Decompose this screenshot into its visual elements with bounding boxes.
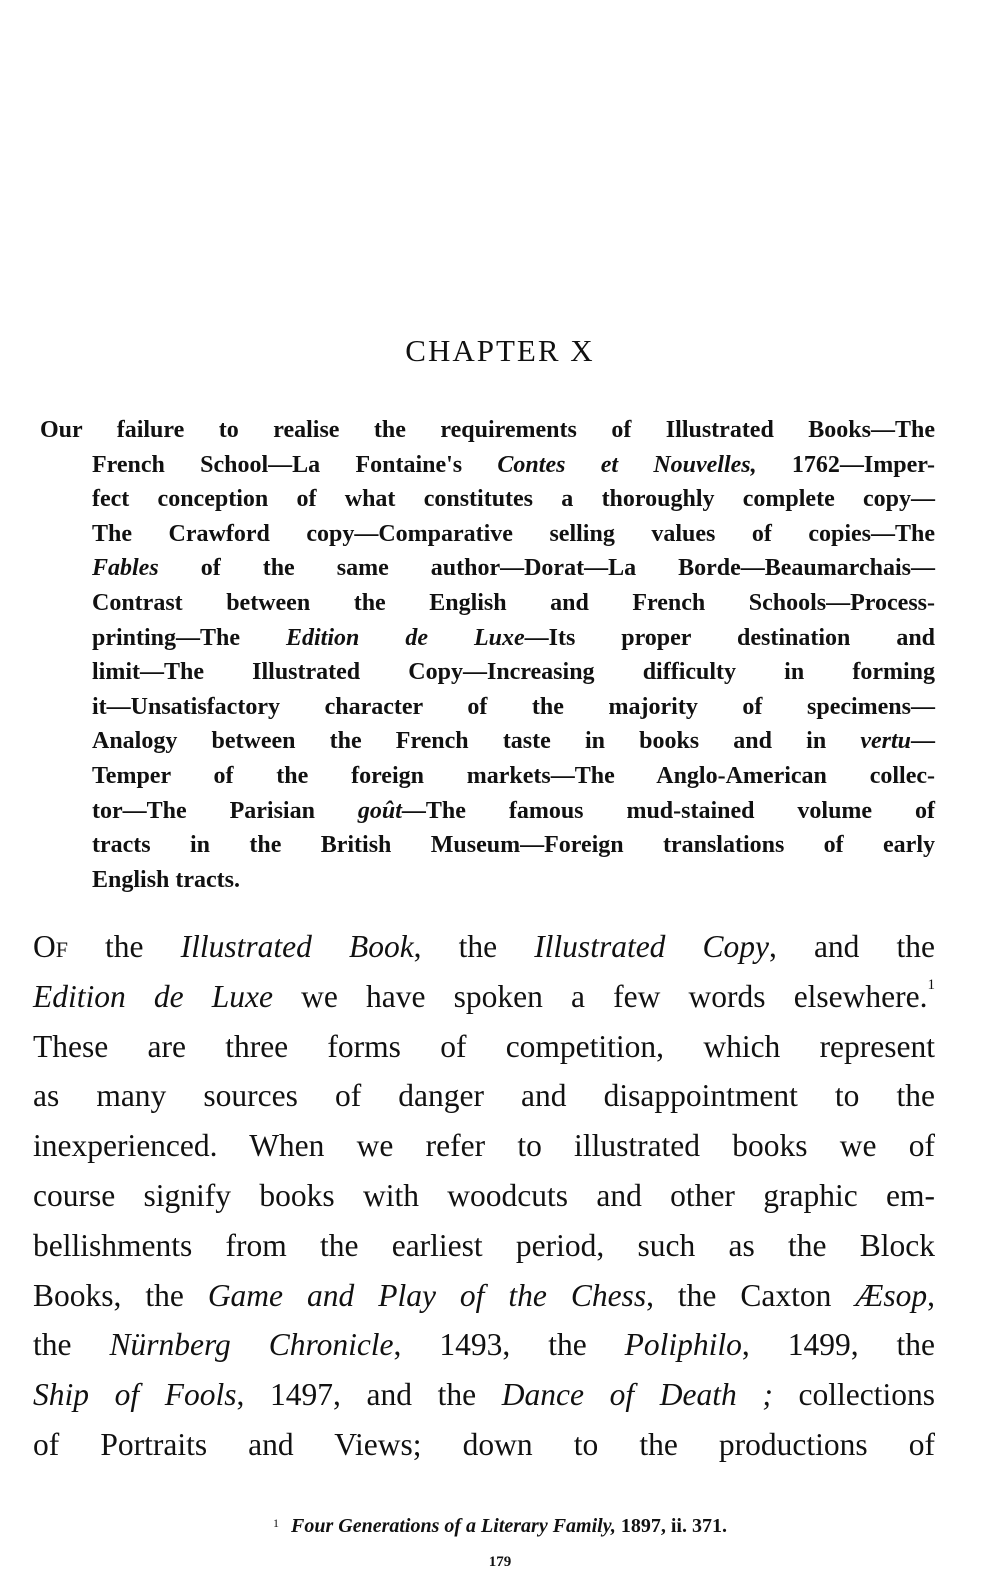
footnote-reference-marker: 1 <box>927 976 935 993</box>
text-segment: French School—La Fontaine's <box>92 451 498 478</box>
footnote-title: Four Generations of a Literary Family, <box>291 1515 616 1537</box>
text-segment: , 1497, and the <box>236 1377 502 1413</box>
summary-line <box>40 863 935 898</box>
summary-line <box>40 621 935 656</box>
italic-title: Fables <box>92 555 159 582</box>
italic-title: vertu <box>860 728 911 755</box>
text-segment: tracts in the British Museum—Foreign translations of early <box>92 832 935 859</box>
text-segment: The Crawford copy—Comparative selling values of copies—The <box>92 520 935 547</box>
text-segment: English tracts. <box>92 866 241 893</box>
italic-title: goût <box>357 797 402 824</box>
body-line <box>33 1221 935 1271</box>
text-segment: , and the <box>769 929 935 964</box>
italic-title: Edition de Luxe <box>286 624 525 651</box>
chapter-summary <box>40 413 935 897</box>
body-line <box>33 1420 935 1470</box>
text-segment: Books, the <box>33 1277 208 1313</box>
text-segment: Of <box>33 929 68 964</box>
body-line <box>33 1271 935 1321</box>
text-segment: —The famous mud-stained volume of <box>401 797 935 824</box>
summary-line <box>40 759 935 794</box>
italic-title: Nürnberg Chronicle <box>109 1327 394 1363</box>
text-segment: of the same author—Dorat—La Borde—Beaumarchais— <box>158 555 935 582</box>
text-segment: Analogy between the French taste in books and in <box>92 728 861 755</box>
page-number: 179 <box>488 1554 512 1570</box>
text-segment: Contrast between the English and French Schools—Process- <box>92 589 935 616</box>
text-segment: fect conception of what constitutes a thoroughly complete copy— <box>92 486 935 513</box>
italic-title: Illustrated Copy <box>534 929 769 964</box>
chapter-heading: CHAPTER X <box>405 333 595 368</box>
text-segment: course signify books with woodcuts and other graphic em- <box>33 1177 935 1213</box>
text-segment: , the <box>413 929 535 964</box>
italic-title: Æsop <box>855 1277 928 1313</box>
summary-line <box>40 413 935 448</box>
footnote-marker: 1 <box>273 1516 280 1530</box>
italic-title: Illustrated Book <box>180 929 414 964</box>
summary-line <box>40 724 935 759</box>
body-line <box>33 922 935 972</box>
summary-line <box>40 517 935 552</box>
body-line <box>33 1022 935 1072</box>
text-segment: , 1499, the <box>741 1327 936 1363</box>
summary-line <box>40 448 935 483</box>
summary-line <box>40 828 935 863</box>
text-segment: tor—The Parisian <box>92 797 358 824</box>
text-segment: bellishments from the earliest period, such as the Block <box>33 1227 935 1263</box>
body-line <box>33 1121 935 1171</box>
summary-line <box>40 482 935 517</box>
text-segment: as many sources of danger and disappointment to the <box>33 1078 935 1114</box>
italic-title: Ship of Fools <box>33 1377 237 1413</box>
text-segment: , 1493, the <box>393 1327 625 1363</box>
italic-title: Game and Play of the Chess <box>207 1277 647 1313</box>
text-segment: it—Unsatisfactory character of the majority of specimens— <box>92 693 935 720</box>
italic-title: Dance of Death ; <box>501 1377 773 1413</box>
text-segment: inexperienced. When we refer to illustrated books we of <box>33 1128 935 1164</box>
text-segment: Our failure to realise the requirements of Illustrated Books—The <box>40 417 935 443</box>
summary-line <box>40 586 935 621</box>
italic-title: Edition de Luxe <box>33 978 274 1014</box>
text-segment: , the Caxton <box>646 1277 856 1313</box>
italic-title: Contes et Nouvelles, <box>497 451 757 478</box>
text-segment: printing—The <box>92 624 286 651</box>
body-line <box>33 1370 935 1420</box>
italic-title: Poliphilo <box>624 1327 742 1363</box>
text-segment: we have spoken a few words elsewhere. <box>273 978 928 1014</box>
summary-line <box>40 690 935 725</box>
text-segment: 1762—Imper- <box>756 451 936 478</box>
text-segment: of Portraits and Views; down to the productions of <box>33 1426 935 1462</box>
text-segment: limit—The Illustrated Copy—Increasing difficulty in forming <box>92 659 935 686</box>
summary-line <box>40 551 935 586</box>
text-segment: collections <box>772 1377 935 1413</box>
body-line <box>33 972 935 1022</box>
body-line <box>33 1320 935 1370</box>
text-segment: the <box>33 1327 110 1363</box>
body-text <box>33 922 935 1470</box>
text-segment: These are three forms of competition, which represent <box>33 1028 935 1064</box>
text-segment: — <box>911 728 935 755</box>
summary-line <box>40 655 935 690</box>
text-segment: Temper of the foreign markets—The Anglo-American collec- <box>92 762 935 789</box>
body-line <box>33 1171 935 1221</box>
text-segment: the <box>67 929 181 964</box>
text-segment: —Its proper destination and <box>524 624 936 651</box>
text-segment: , <box>927 1277 935 1313</box>
body-line <box>33 1071 935 1121</box>
footnote-reference: 1897, ii. 371. <box>615 1515 727 1537</box>
footnote <box>0 1515 1000 1538</box>
summary-line <box>40 794 935 829</box>
